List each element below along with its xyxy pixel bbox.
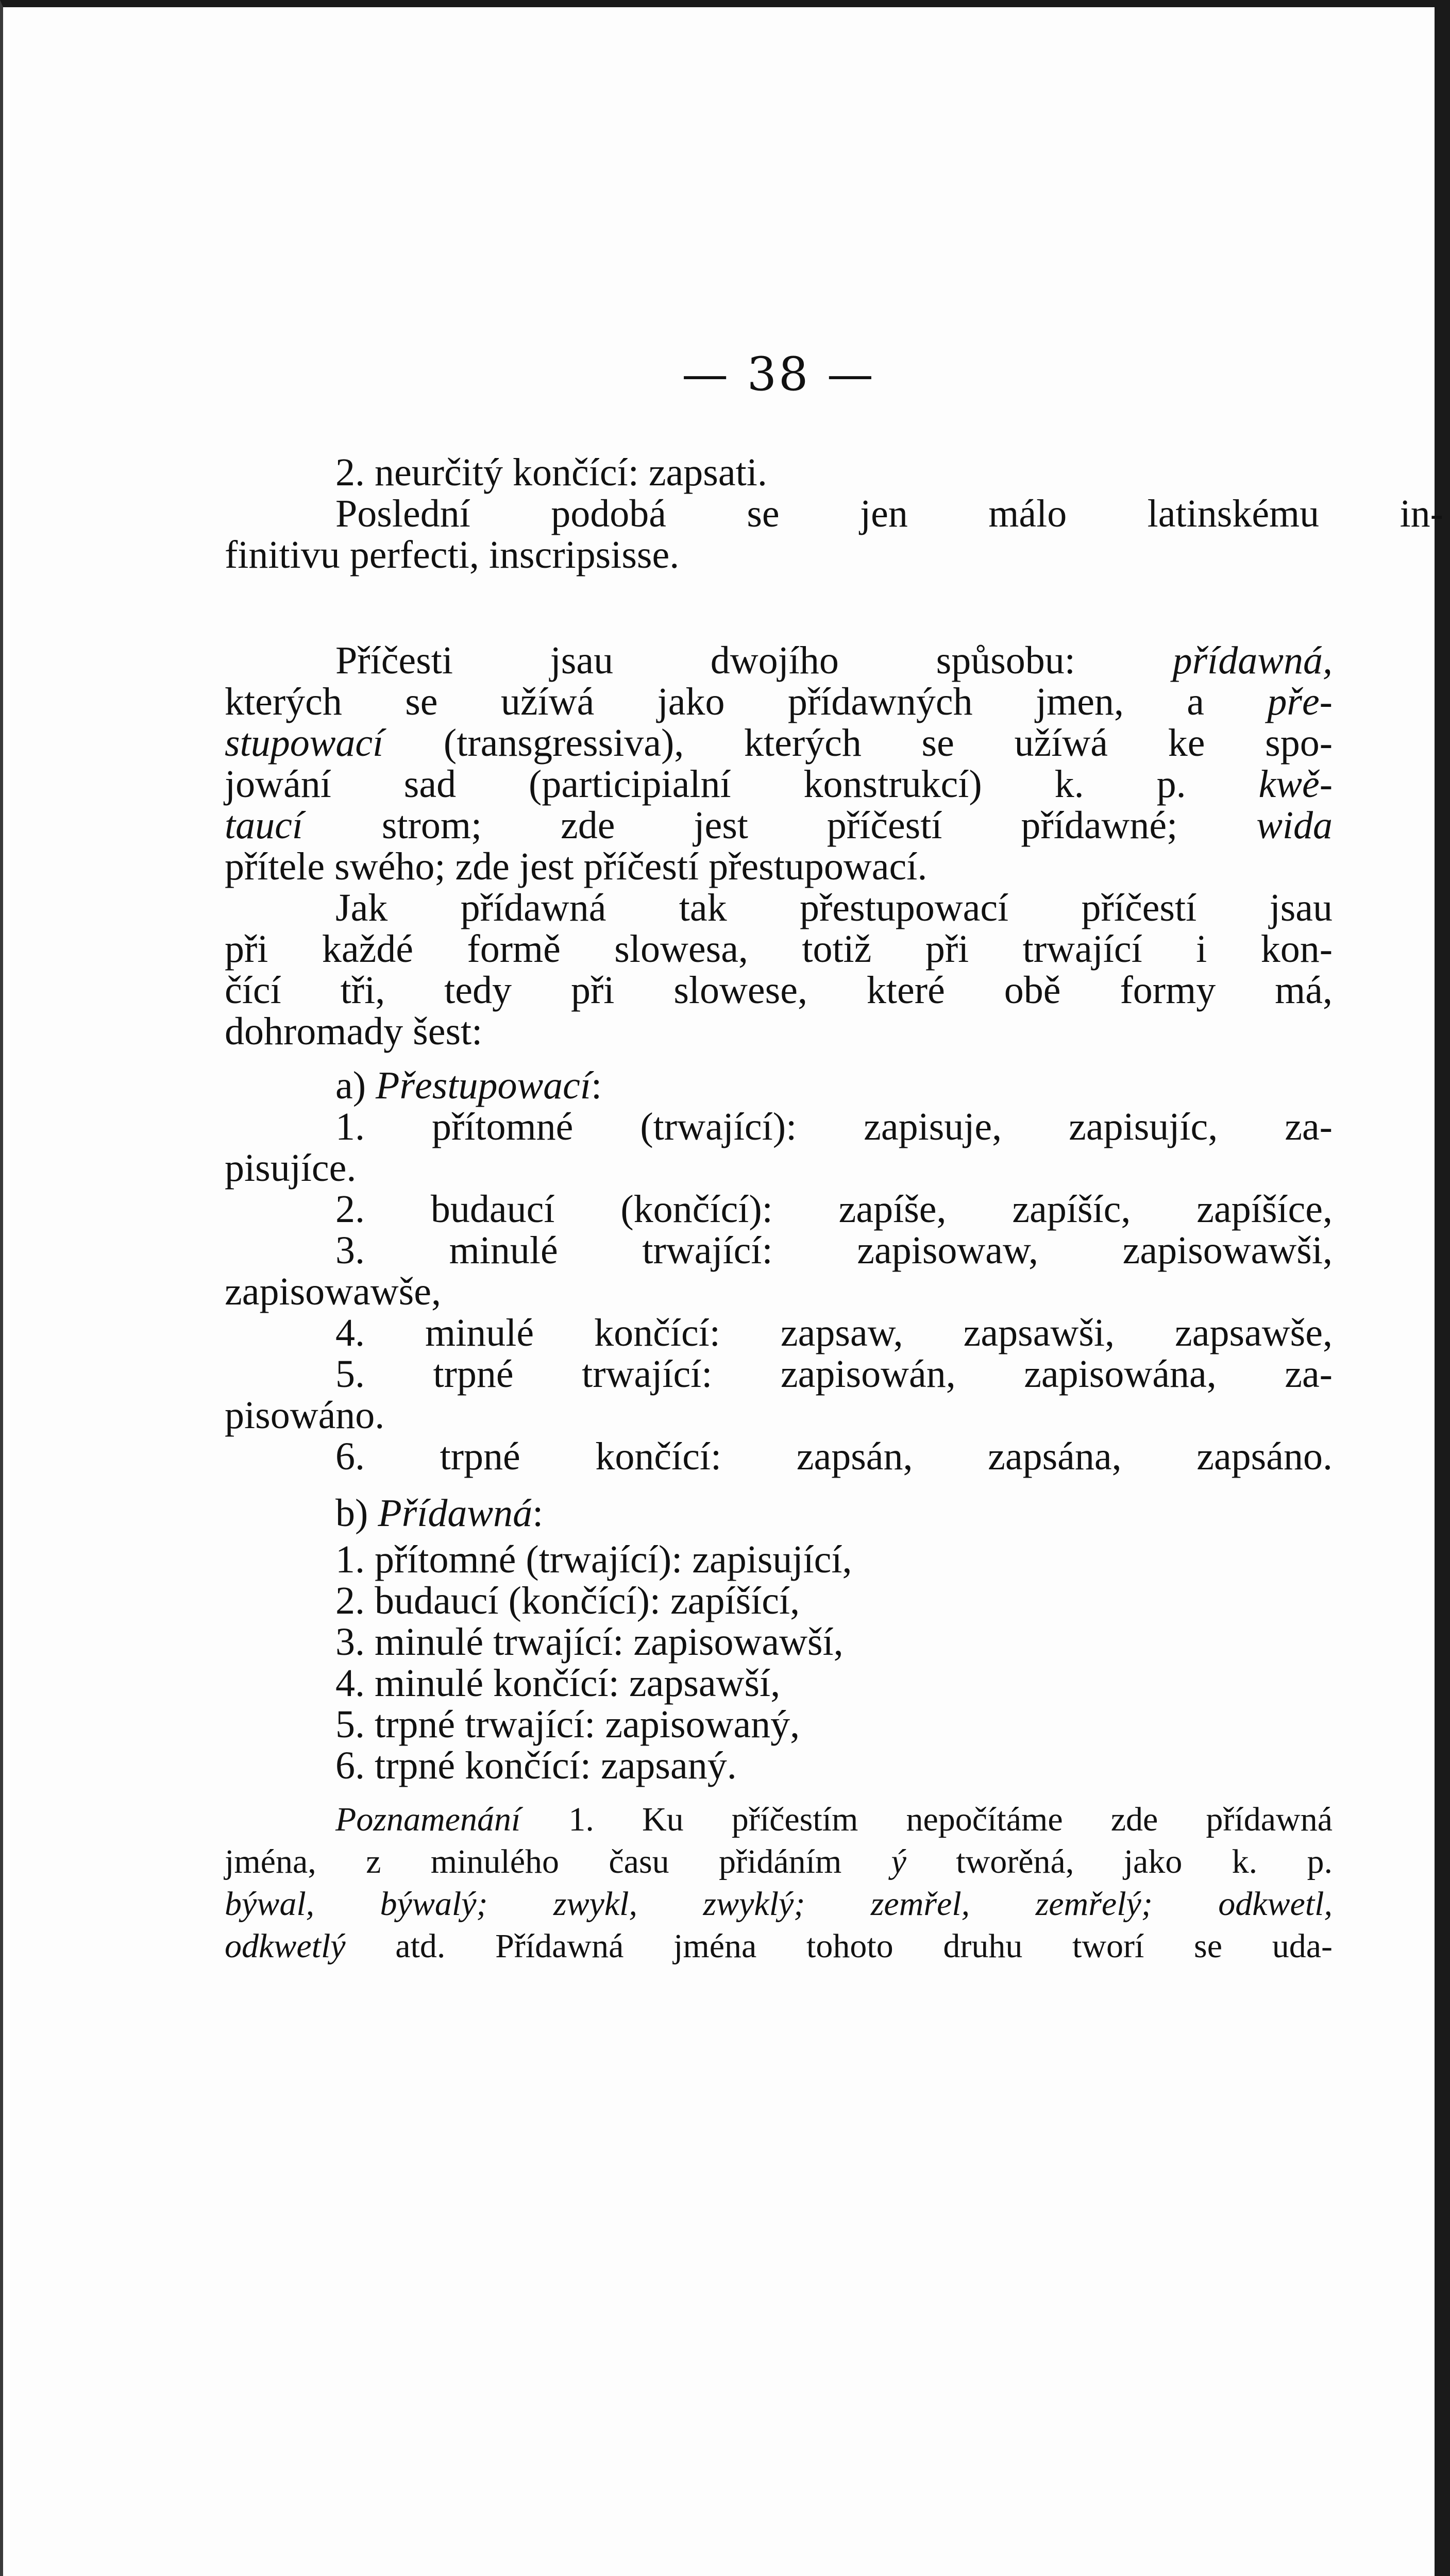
text-line: Jak přídawná tak přestupowací příčestí jsau bbox=[335, 886, 1333, 929]
text-line: 6. trpné končící: zapsán, zapsána, zapsáno. bbox=[335, 1435, 1333, 1478]
text-line: 4. minulé končící: zapsawší, bbox=[335, 1662, 781, 1705]
italic-term: Poznamenání bbox=[335, 1801, 521, 1838]
text-segment: 1. Ku příčestím nepočítáme zde přídawná bbox=[520, 1801, 1333, 1838]
text-line: finitivu perfecti, inscripsisse. bbox=[225, 533, 680, 577]
book-page bbox=[225, 337, 1443, 2398]
text-line: 2. budaucí (končící): zapíšící, bbox=[335, 1579, 800, 1622]
text-segment: : bbox=[532, 1492, 544, 1535]
italic-term: Přídawná bbox=[378, 1492, 533, 1535]
text-segment: kterých se užíwá jako přídawných jmen, a bbox=[225, 680, 1268, 723]
italic-term: stupowací bbox=[225, 721, 384, 765]
text-line: 5. trpné trwající: zapisowaný, bbox=[335, 1703, 800, 1746]
text-segment: (transgressiva), kterých se užíwá ke spo- bbox=[383, 721, 1333, 765]
text-line bbox=[335, 1491, 799, 1536]
text-line: 6. trpné končící: zapsaný. bbox=[335, 1744, 737, 1787]
text-line: čící tři, tedy při slowese, které obě formy má, bbox=[225, 969, 1333, 1012]
italic-term: odkwetlý bbox=[225, 1927, 346, 1965]
text-segment: jména, z minulého času přidáním bbox=[225, 1843, 891, 1880]
text-line: 3. minulé trwající: zapisowaw, zapisowawši, bbox=[335, 1229, 1333, 1272]
text-line bbox=[335, 1063, 799, 1108]
text-segment: tworěná, jako k. p. bbox=[906, 1843, 1333, 1880]
text-line bbox=[335, 638, 1333, 683]
text-segment: Příčesti jsau dwojího spůsobu: bbox=[335, 639, 1173, 682]
text-line bbox=[225, 721, 1333, 766]
italic-term: kwě- bbox=[1258, 762, 1333, 806]
text-line: 2. neurčitý končící: zapsati. bbox=[335, 451, 767, 494]
text-line: 4. minulé končící: zapsaw, zapsawši, zapsawše, bbox=[335, 1311, 1333, 1354]
footnote-line bbox=[225, 1885, 1333, 1924]
italic-term: přídawná, bbox=[1172, 639, 1333, 682]
italic-term: pře- bbox=[1267, 680, 1333, 723]
text-segment: b) bbox=[335, 1492, 378, 1535]
italic-term: taucí bbox=[225, 804, 303, 847]
text-line: 1. přítomné (trwající): zapisuje, zapisujíc, za- bbox=[335, 1105, 1333, 1148]
page-number: — 38 — bbox=[682, 347, 875, 401]
italic-term: býwal, býwalý; zwykl, zwyklý; zemřel, zemřelý; odkwetl, bbox=[225, 1885, 1333, 1923]
text-line bbox=[225, 762, 1333, 807]
text-line: 2. budaucí (končící): zapíše, zapíšíc, zapíšíce, bbox=[335, 1188, 1333, 1231]
text-line: dohromady šest: bbox=[225, 1010, 483, 1053]
text-segment: atd. Přídawná jména tohoto druhu tworí se uda- bbox=[345, 1927, 1333, 1965]
footnote-line bbox=[335, 1800, 1333, 1839]
footnote-line bbox=[225, 1842, 1333, 1882]
text-line: pisujíce. bbox=[225, 1146, 357, 1190]
text-line: přítele swého; zde jest příčestí přestupowací. bbox=[225, 845, 928, 888]
text-line: zapisowawše, bbox=[225, 1270, 441, 1313]
italic-term: Přestupowací bbox=[376, 1064, 592, 1107]
text-line bbox=[225, 680, 1333, 724]
italic-term: ý bbox=[891, 1843, 906, 1880]
text-line: pisowáno. bbox=[225, 1394, 385, 1437]
footnote-line bbox=[225, 1927, 1333, 1966]
text-segment: : bbox=[591, 1064, 602, 1107]
text-line: 5. trpné trwající: zapisowán, zapisowána, za- bbox=[335, 1352, 1333, 1396]
text-line: Poslední podobá se jen málo latinskému in- bbox=[335, 492, 1443, 535]
text-line: 1. přítomné (trwající): zapisující, bbox=[335, 1538, 852, 1581]
text-segment: strom; zde jest příčestí přídawné; bbox=[302, 804, 1257, 847]
text-segment: jowání sad (participialní konstrukcí) k. p. bbox=[225, 762, 1259, 806]
text-line: 3. minulé trwající: zapisowawší, bbox=[335, 1620, 844, 1664]
italic-term: wida bbox=[1256, 804, 1333, 847]
text-line bbox=[225, 803, 1333, 848]
text-segment: a) bbox=[335, 1064, 376, 1107]
text-line: při každé formě slowesa, totiž při trwající i kon- bbox=[225, 927, 1333, 971]
